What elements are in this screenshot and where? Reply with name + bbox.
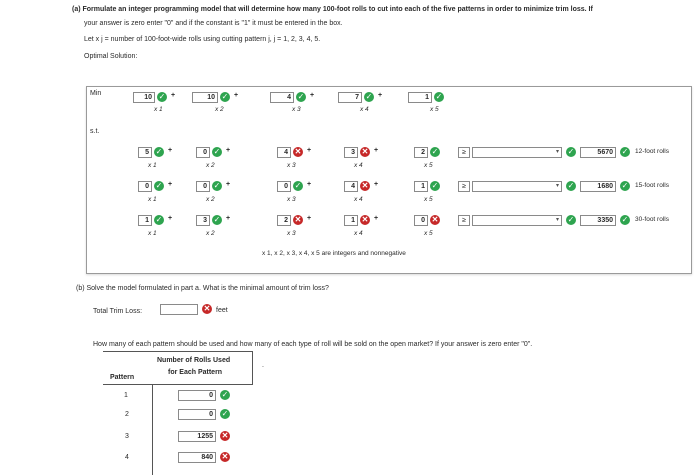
objective-coef-x5-input[interactable]: 1 — [408, 92, 432, 103]
var-label-x4: x 4 — [354, 162, 363, 169]
var-label-x3: x 3 — [287, 162, 296, 169]
plus-sign: + — [307, 215, 312, 222]
correct-check-icon: ✓ — [621, 215, 629, 224]
st-label: s.t. — [90, 128, 100, 135]
correct-check-icon: ✓ — [431, 181, 439, 190]
part-b-question: (b) Solve the model formulated in part a. What is the minimal amount of trim loss? — [76, 285, 329, 292]
variable-definition: Let x j = number of 100-foot-wide rolls using cutting pattern j, j = 1, 2, 3, 4, 5. — [84, 36, 321, 43]
col-pattern-header: Pattern — [110, 374, 135, 381]
constraint-1-coef-x1-input[interactable]: 5 — [138, 147, 152, 158]
model-panel — [86, 86, 692, 274]
correct-check-icon: ✓ — [155, 181, 163, 190]
objective-coef-x2-input[interactable]: 10 — [192, 92, 218, 103]
var-label-x3: x 3 — [287, 230, 296, 237]
var-label-x4: x 4 — [360, 106, 369, 113]
correct-check-icon: ✓ — [297, 92, 305, 101]
correct-check-icon: ✓ — [221, 409, 229, 418]
constraint-3-coef-x2-input[interactable]: 3 — [196, 215, 210, 226]
correct-check-icon: ✓ — [221, 390, 229, 399]
plus-sign: + — [234, 92, 239, 99]
total-trim-loss-label: Total Trim Loss: — [93, 308, 143, 315]
var-label-x2: x 2 — [206, 230, 215, 237]
constraint-2-coef-x3-input[interactable]: 0 — [277, 181, 291, 192]
table-dot: . — [262, 362, 264, 369]
pattern-2-rolls-input[interactable]: 0 — [178, 409, 216, 420]
plus-sign: + — [226, 215, 231, 222]
var-label-x5: x 5 — [430, 106, 439, 113]
incorrect-x-icon: ✕ — [361, 147, 369, 156]
plus-sign: + — [226, 181, 231, 188]
constraint-3-coef-x1-input[interactable]: 1 — [138, 215, 152, 226]
var-label-x1: x 1 — [148, 230, 157, 237]
pattern-id: 1 — [124, 392, 128, 399]
incorrect-x-icon: ✕ — [294, 147, 302, 156]
constraint-2-rhs-input[interactable]: 1680 — [580, 181, 616, 192]
plus-sign: + — [168, 147, 173, 154]
how-many-question: How many of each pattern should be used and how many of each type of roll will be sold on the open market? If your answer is zero enter "0". — [93, 341, 533, 348]
incorrect-x-icon: ✕ — [221, 452, 229, 461]
correct-check-icon: ✓ — [567, 147, 575, 156]
pattern-1-rolls-input[interactable]: 0 — [178, 390, 216, 401]
var-label-x5: x 5 — [424, 230, 433, 237]
chevron-down-icon: ▾ — [555, 217, 559, 223]
constraint-1-rhs-input[interactable]: 5670 — [580, 147, 616, 158]
incorrect-x-icon: ✕ — [361, 181, 369, 190]
objective-coef-x4-input[interactable]: 7 — [338, 92, 362, 103]
chevron-down-icon: ▾ — [555, 149, 559, 155]
constraint-1-coef-x5-input[interactable]: 2 — [414, 147, 428, 158]
constraint-3-coef-x4-input[interactable]: 1 — [344, 215, 358, 226]
constraint-3-rhs-input[interactable]: 3350 — [580, 215, 616, 226]
col-rolls-header-2: for Each Pattern — [168, 369, 223, 376]
var-label-x1: x 1 — [148, 196, 157, 203]
constraint-3-dropdown[interactable] — [472, 215, 562, 226]
correct-check-icon: ✓ — [365, 92, 373, 101]
constraint-3-label: 30-foot rolls — [635, 216, 669, 223]
plus-sign: + — [378, 92, 383, 99]
incorrect-x-icon: ✕ — [221, 431, 229, 440]
pattern-id: 4 — [125, 454, 129, 461]
constraint-1-coef-x2-input[interactable]: 0 — [196, 147, 210, 158]
incorrect-x-icon: ✕ — [361, 215, 369, 224]
constraint-1-coef-x4-input[interactable]: 3 — [344, 147, 358, 158]
pattern-3-rolls-input[interactable]: 1255 — [178, 431, 216, 442]
plus-sign: + — [374, 181, 379, 188]
var-label-x2: x 2 — [215, 106, 224, 113]
plus-sign: + — [307, 181, 312, 188]
correct-check-icon: ✓ — [567, 181, 575, 190]
incorrect-x-icon: ✕ — [294, 215, 302, 224]
correct-check-icon: ✓ — [621, 181, 629, 190]
constraint-2-coef-x4-input[interactable]: 4 — [344, 181, 358, 192]
plus-sign: + — [171, 92, 176, 99]
pattern-id: 3 — [125, 433, 129, 440]
correct-check-icon: ✓ — [294, 181, 302, 190]
trim-loss-unit: feet — [216, 307, 228, 314]
var-label-x4: x 4 — [354, 196, 363, 203]
var-label-x3: x 3 — [287, 196, 296, 203]
correct-check-icon: ✓ — [431, 147, 439, 156]
var-label-x5: x 5 — [424, 196, 433, 203]
pattern-4-rolls-input[interactable]: 840 — [178, 452, 216, 463]
correct-check-icon: ✓ — [155, 215, 163, 224]
chevron-down-icon: ▾ — [555, 183, 559, 189]
var-label-x2: x 2 — [206, 162, 215, 169]
plus-sign: + — [307, 147, 312, 154]
var-label-x5: x 5 — [424, 162, 433, 169]
correct-check-icon: ✓ — [213, 181, 221, 190]
optimal-solution-label: Optimal Solution: — [84, 53, 138, 60]
pattern-id: 2 — [125, 411, 129, 418]
constraint-2-label: 15-foot rolls — [635, 182, 669, 189]
constraint-2-coef-x1-input[interactable]: 0 — [138, 181, 152, 192]
var-label-x4: x 4 — [354, 230, 363, 237]
min-label: Min — [90, 90, 102, 97]
correct-check-icon: ✓ — [213, 215, 221, 224]
plus-sign: + — [374, 147, 379, 154]
col-rolls-header-1: Number of Rolls Used — [157, 357, 231, 364]
part-a-instruction: your answer is zero enter "0" and if the constant is "1" it must be entered in the box. — [84, 20, 343, 27]
objective-coef-x3-input[interactable]: 4 — [270, 92, 294, 103]
plus-sign: + — [226, 147, 231, 154]
constraint-2-inequality-select[interactable]: ≥ — [458, 181, 470, 192]
constraint-2-coef-x2-input[interactable]: 0 — [196, 181, 210, 192]
constraint-1-inequality-select[interactable]: ≥ — [458, 147, 470, 158]
part-a-question: (a) Formulate an integer programming model that will determine how many 100-foot rolls to cut into each of the five patterns in order to minimize trim loss. If — [72, 6, 593, 13]
total-trim-loss-input[interactable] — [160, 304, 198, 315]
correct-check-icon: ✓ — [621, 147, 629, 156]
incorrect-x-icon: ✕ — [431, 215, 439, 224]
correct-check-icon: ✓ — [213, 147, 221, 156]
constraint-3-coef-x3-input[interactable]: 2 — [277, 215, 291, 226]
constraint-3-inequality-select[interactable]: ≥ — [458, 215, 470, 226]
plus-sign: + — [168, 215, 173, 222]
incorrect-icon: ✕ — [203, 304, 211, 313]
objective-coef-x1-input[interactable]: 10 — [133, 92, 155, 103]
correct-check-icon: ✓ — [155, 147, 163, 156]
correct-check-icon: ✓ — [221, 92, 229, 101]
var-label-x3: x 3 — [292, 106, 301, 113]
var-label-x2: x 2 — [206, 196, 215, 203]
constraint-1-dropdown[interactable] — [472, 147, 562, 158]
correct-check-icon: ✓ — [158, 92, 166, 101]
correct-check-icon: ✓ — [567, 215, 575, 224]
plus-sign: + — [310, 92, 315, 99]
constraint-1-coef-x3-input[interactable]: 4 — [277, 147, 291, 158]
correct-check-icon: ✓ — [435, 92, 443, 101]
plus-sign: + — [168, 181, 173, 188]
plus-sign: + — [374, 215, 379, 222]
constraint-2-coef-x5-input[interactable]: 1 — [414, 181, 428, 192]
domain-note: x 1, x 2, x 3, x 4, x 5 are integers and nonnegative — [262, 250, 406, 257]
constraint-1-label: 12-foot rolls — [635, 148, 669, 155]
constraint-2-dropdown[interactable] — [472, 181, 562, 192]
var-label-x1: x 1 — [154, 106, 163, 113]
constraint-3-coef-x5-input[interactable]: 0 — [414, 215, 428, 226]
var-label-x1: x 1 — [148, 162, 157, 169]
